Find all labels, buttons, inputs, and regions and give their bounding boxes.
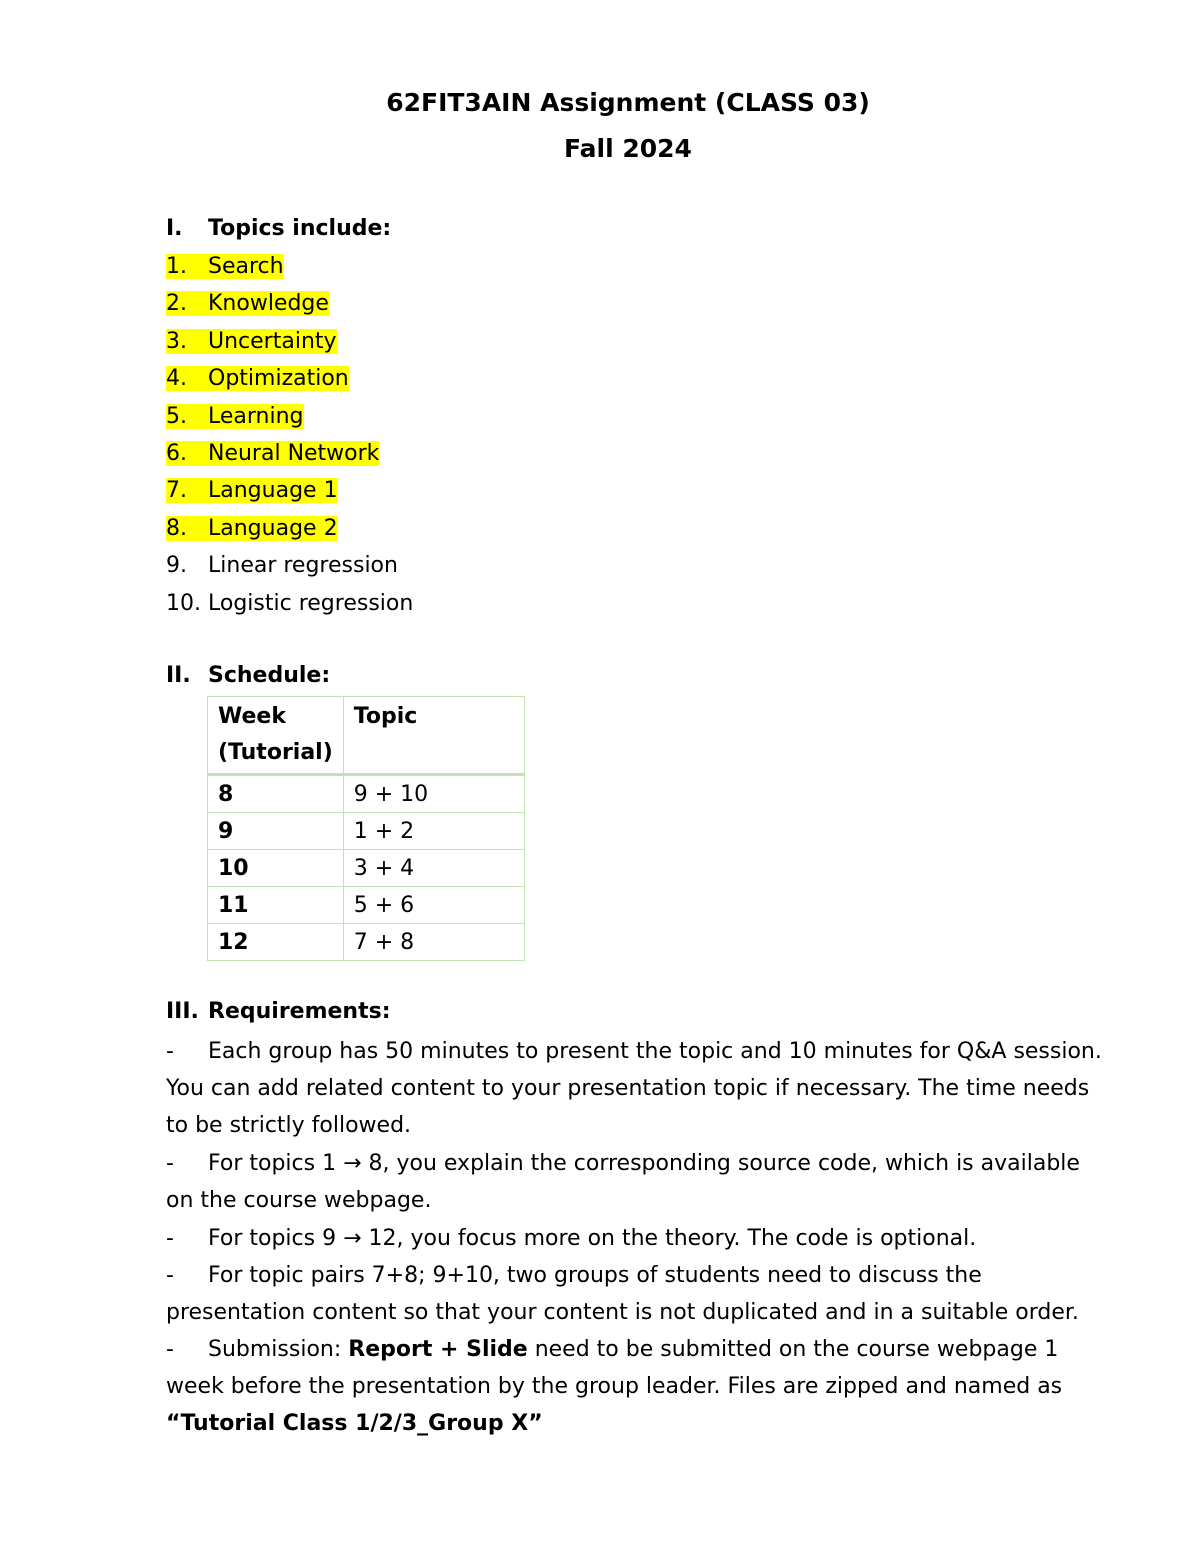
document-subtitle: Fall 2024 — [564, 134, 692, 163]
requirement-item — [166, 1033, 1106, 1144]
table-cell-week: 9 — [208, 813, 344, 850]
topic-highlight — [166, 291, 329, 316]
topic-item — [166, 514, 338, 544]
topic-label: Logistic regression — [208, 590, 414, 616]
topic-item — [166, 289, 329, 319]
topic-highlight — [166, 478, 338, 503]
table-cell-week: 10 — [208, 850, 344, 887]
topic-item — [166, 364, 349, 394]
filename-format: “Tutorial Class 1/2/3_Group X” — [166, 1411, 543, 1436]
table-header-row — [208, 697, 525, 775]
bullet-dash: - — [166, 1151, 174, 1176]
topic-highlight — [166, 254, 284, 279]
requirement-emphasis: Report + Slide — [348, 1337, 528, 1362]
topic-item — [166, 439, 379, 469]
table-cell-topic: 7 + 8 — [343, 924, 524, 961]
section-heading: Requirements: — [208, 999, 391, 1024]
table-cell-week: 12 — [208, 924, 344, 961]
topic-highlight — [166, 441, 379, 466]
requirement-text: need to be submitted on the course webpage 1 week before the presentation by the group leader. Files are zipped and named as — [166, 1337, 1063, 1399]
requirement-item — [166, 1145, 1106, 1219]
topic-highlight — [166, 516, 338, 541]
topic-label: Optimization — [208, 366, 349, 392]
topic-number: 3. — [166, 328, 187, 354]
topic-label: Search — [208, 254, 284, 279]
topic-number: 6. — [166, 441, 187, 466]
topic-label: Uncertainty — [208, 328, 337, 354]
requirement-text: For topics 9 → 12, you focus more on the theory. The code is optional. — [208, 1226, 977, 1251]
topic-label: Learning — [208, 403, 304, 429]
table-cell-week: 11 — [208, 887, 344, 924]
table-row — [208, 924, 525, 961]
topic-label: Knowledge — [208, 291, 329, 317]
requirement-item — [166, 1331, 1106, 1442]
section-heading: Schedule: — [208, 663, 331, 688]
topic-highlight — [166, 404, 304, 429]
topic-highlight — [166, 329, 337, 354]
topic-number: 10. — [166, 590, 201, 616]
requirement-text: For topic pairs 7+8; 9+10, two groups of students need to discuss the presentation content so that your content is not duplicated and in a suitable order. — [166, 1263, 1079, 1325]
table-cell-topic: 9 + 10 — [343, 775, 524, 813]
table-header-topic: Topic — [343, 697, 524, 775]
section-number: II. — [166, 663, 191, 688]
topic-label: Language 2 — [208, 515, 338, 541]
table-row — [208, 775, 525, 813]
requirement-text: Submission: — [208, 1337, 349, 1362]
table-header-week: Week (Tutorial) — [208, 697, 344, 775]
topic-highlight — [166, 366, 349, 391]
schedule-table — [207, 696, 525, 961]
requirement-text: Each group has 50 minutes to present the topic and 10 minutes for Q&A session. You can add related content to your presentation topic if necessary. The time needs to be strictly followed. — [166, 1039, 1102, 1138]
section-topics-heading — [166, 214, 391, 244]
topic-item — [166, 402, 304, 432]
section-heading: Topics include: — [208, 216, 392, 241]
section-number: I. — [166, 216, 183, 241]
section-requirements-heading — [166, 997, 391, 1027]
topic-label: Language 1 — [208, 478, 338, 504]
topic-number: 8. — [166, 515, 187, 541]
table-cell-week: 8 — [208, 775, 344, 813]
topic-label: Neural Network — [208, 441, 380, 466]
table-cell-topic: 5 + 6 — [343, 887, 524, 924]
document-title: 62FIT3AIN Assignment (CLASS 03) — [386, 88, 870, 117]
topic-number: 7. — [166, 478, 187, 504]
topic-number: 2. — [166, 291, 187, 317]
topic-number: 9. — [166, 553, 187, 579]
topic-label: Linear regression — [208, 553, 398, 579]
topic-number: 5. — [166, 403, 187, 429]
table-cell-topic: 1 + 2 — [343, 813, 524, 850]
requirement-item — [166, 1257, 1106, 1331]
topic-item — [166, 327, 337, 357]
topic-item — [166, 252, 284, 282]
topic-item — [166, 551, 398, 581]
topic-number: 4. — [166, 366, 187, 392]
topic-item — [166, 476, 338, 506]
bullet-dash: - — [166, 1337, 174, 1362]
bullet-dash: - — [166, 1039, 174, 1064]
table-cell-topic: 3 + 4 — [343, 850, 524, 887]
bullet-dash: - — [166, 1226, 174, 1251]
requirement-text: For topics 1 → 8, you explain the corresponding source code, which is available on the course webpage. — [166, 1151, 1080, 1213]
topic-number: 1. — [166, 254, 187, 279]
topic-item — [166, 589, 413, 619]
requirement-item — [166, 1220, 1106, 1257]
section-number: III. — [166, 999, 199, 1024]
table-row — [208, 887, 525, 924]
table-row — [208, 850, 525, 887]
table-row — [208, 813, 525, 850]
section-schedule-heading — [166, 661, 330, 691]
bullet-dash: - — [166, 1263, 174, 1288]
